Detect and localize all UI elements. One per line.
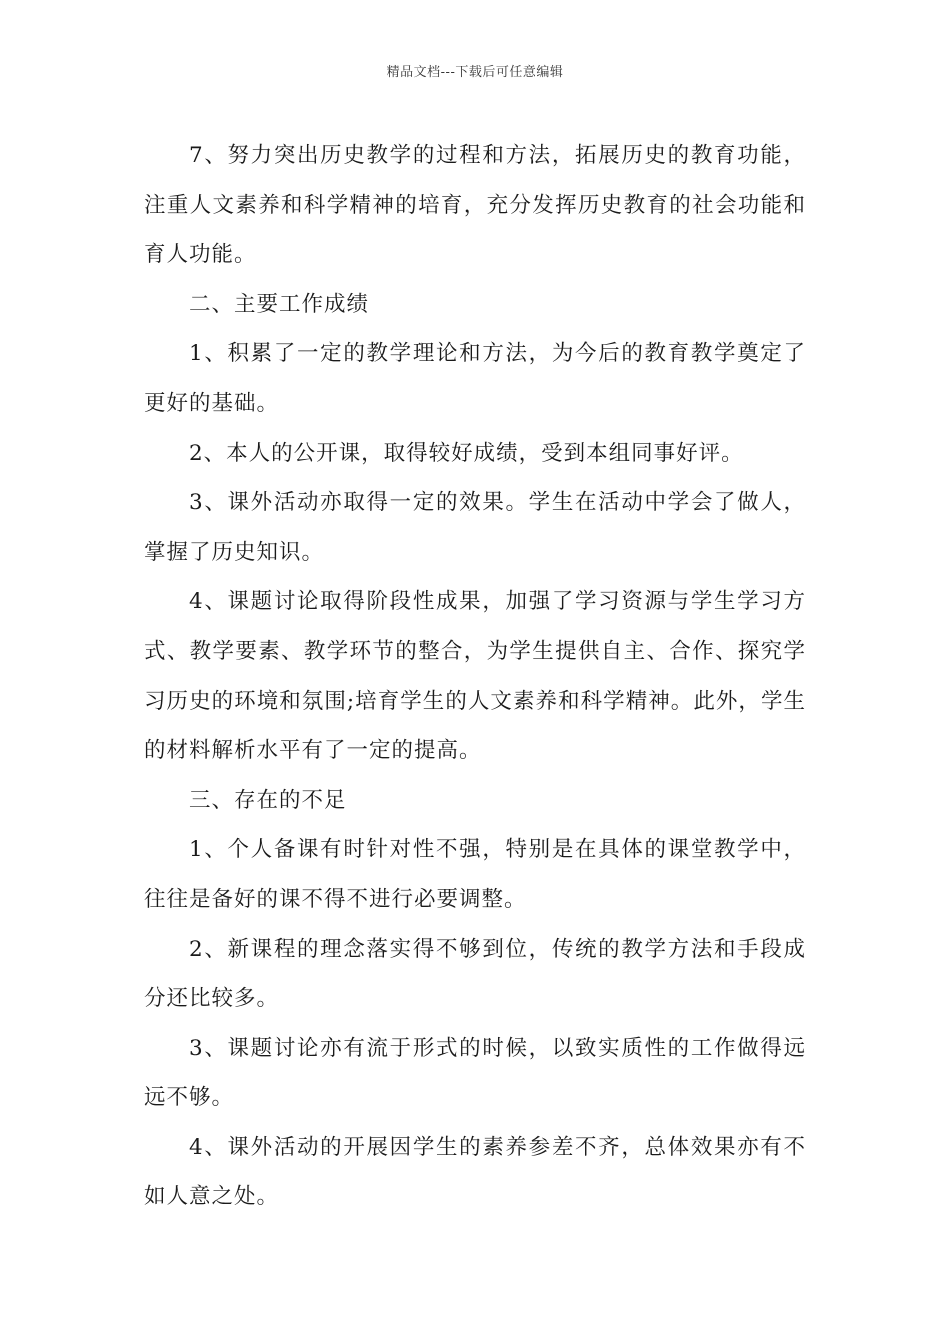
paragraph-achievement-2: 2、本人的公开课，取得较好成绩，受到本组同事好评。 xyxy=(189,440,744,466)
paragraph-shortcoming-1: 1、个人备课有时针对性不强，特别是在具体的课堂教学中，往往是备好的课不得不进行必要调整。 xyxy=(144,837,806,912)
paragraph-achievement-3: 3、课外活动亦取得一定的效果。学生在活动中学会了做人，掌握了历史知识。 xyxy=(144,490,806,565)
document-body xyxy=(144,131,806,1222)
section-heading-shortcomings: 三、存在的不足 xyxy=(189,787,347,813)
section-heading-achievements: 二、主要工作成绩 xyxy=(189,291,370,317)
paragraph-shortcoming-2: 2、新课程的理念落实得不够到位，传统的教学方法和手段成分还比较多。 xyxy=(144,936,806,1012)
paragraph-achievement-1: 1、积累了一定的教学理论和方法，为今后的教育教学奠定了更好的基础。 xyxy=(144,341,806,416)
paragraph-shortcoming-3: 3、课题讨论亦有流于形式的时候，以致实质性的工作做得远远不够。 xyxy=(144,1035,806,1111)
paragraph-achievement-4: 4、课题讨论取得阶段性成果，加强了学习资源与学生学习方式、教学要素、教学环节的整合，为学生提供自主、合作、探究学习历史的环境和氛围;培育学生的人文素养和科学精神。此外，学生的材料解析水平有了一定的提高。 xyxy=(144,589,806,764)
paragraph-item-7: 7、努力突出历史教学的过程和方法，拓展历史的教育功能，注重人文素养和科学精神的培育，充分发挥历史教育的社会功能和育人功能。 xyxy=(144,143,806,268)
page-header: 精品文档---下载后可任意编辑 xyxy=(386,65,564,80)
paragraph-shortcoming-4: 4、课外活动的开展因学生的素养参差不齐，总体效果亦有不如人意之处。 xyxy=(144,1134,806,1210)
